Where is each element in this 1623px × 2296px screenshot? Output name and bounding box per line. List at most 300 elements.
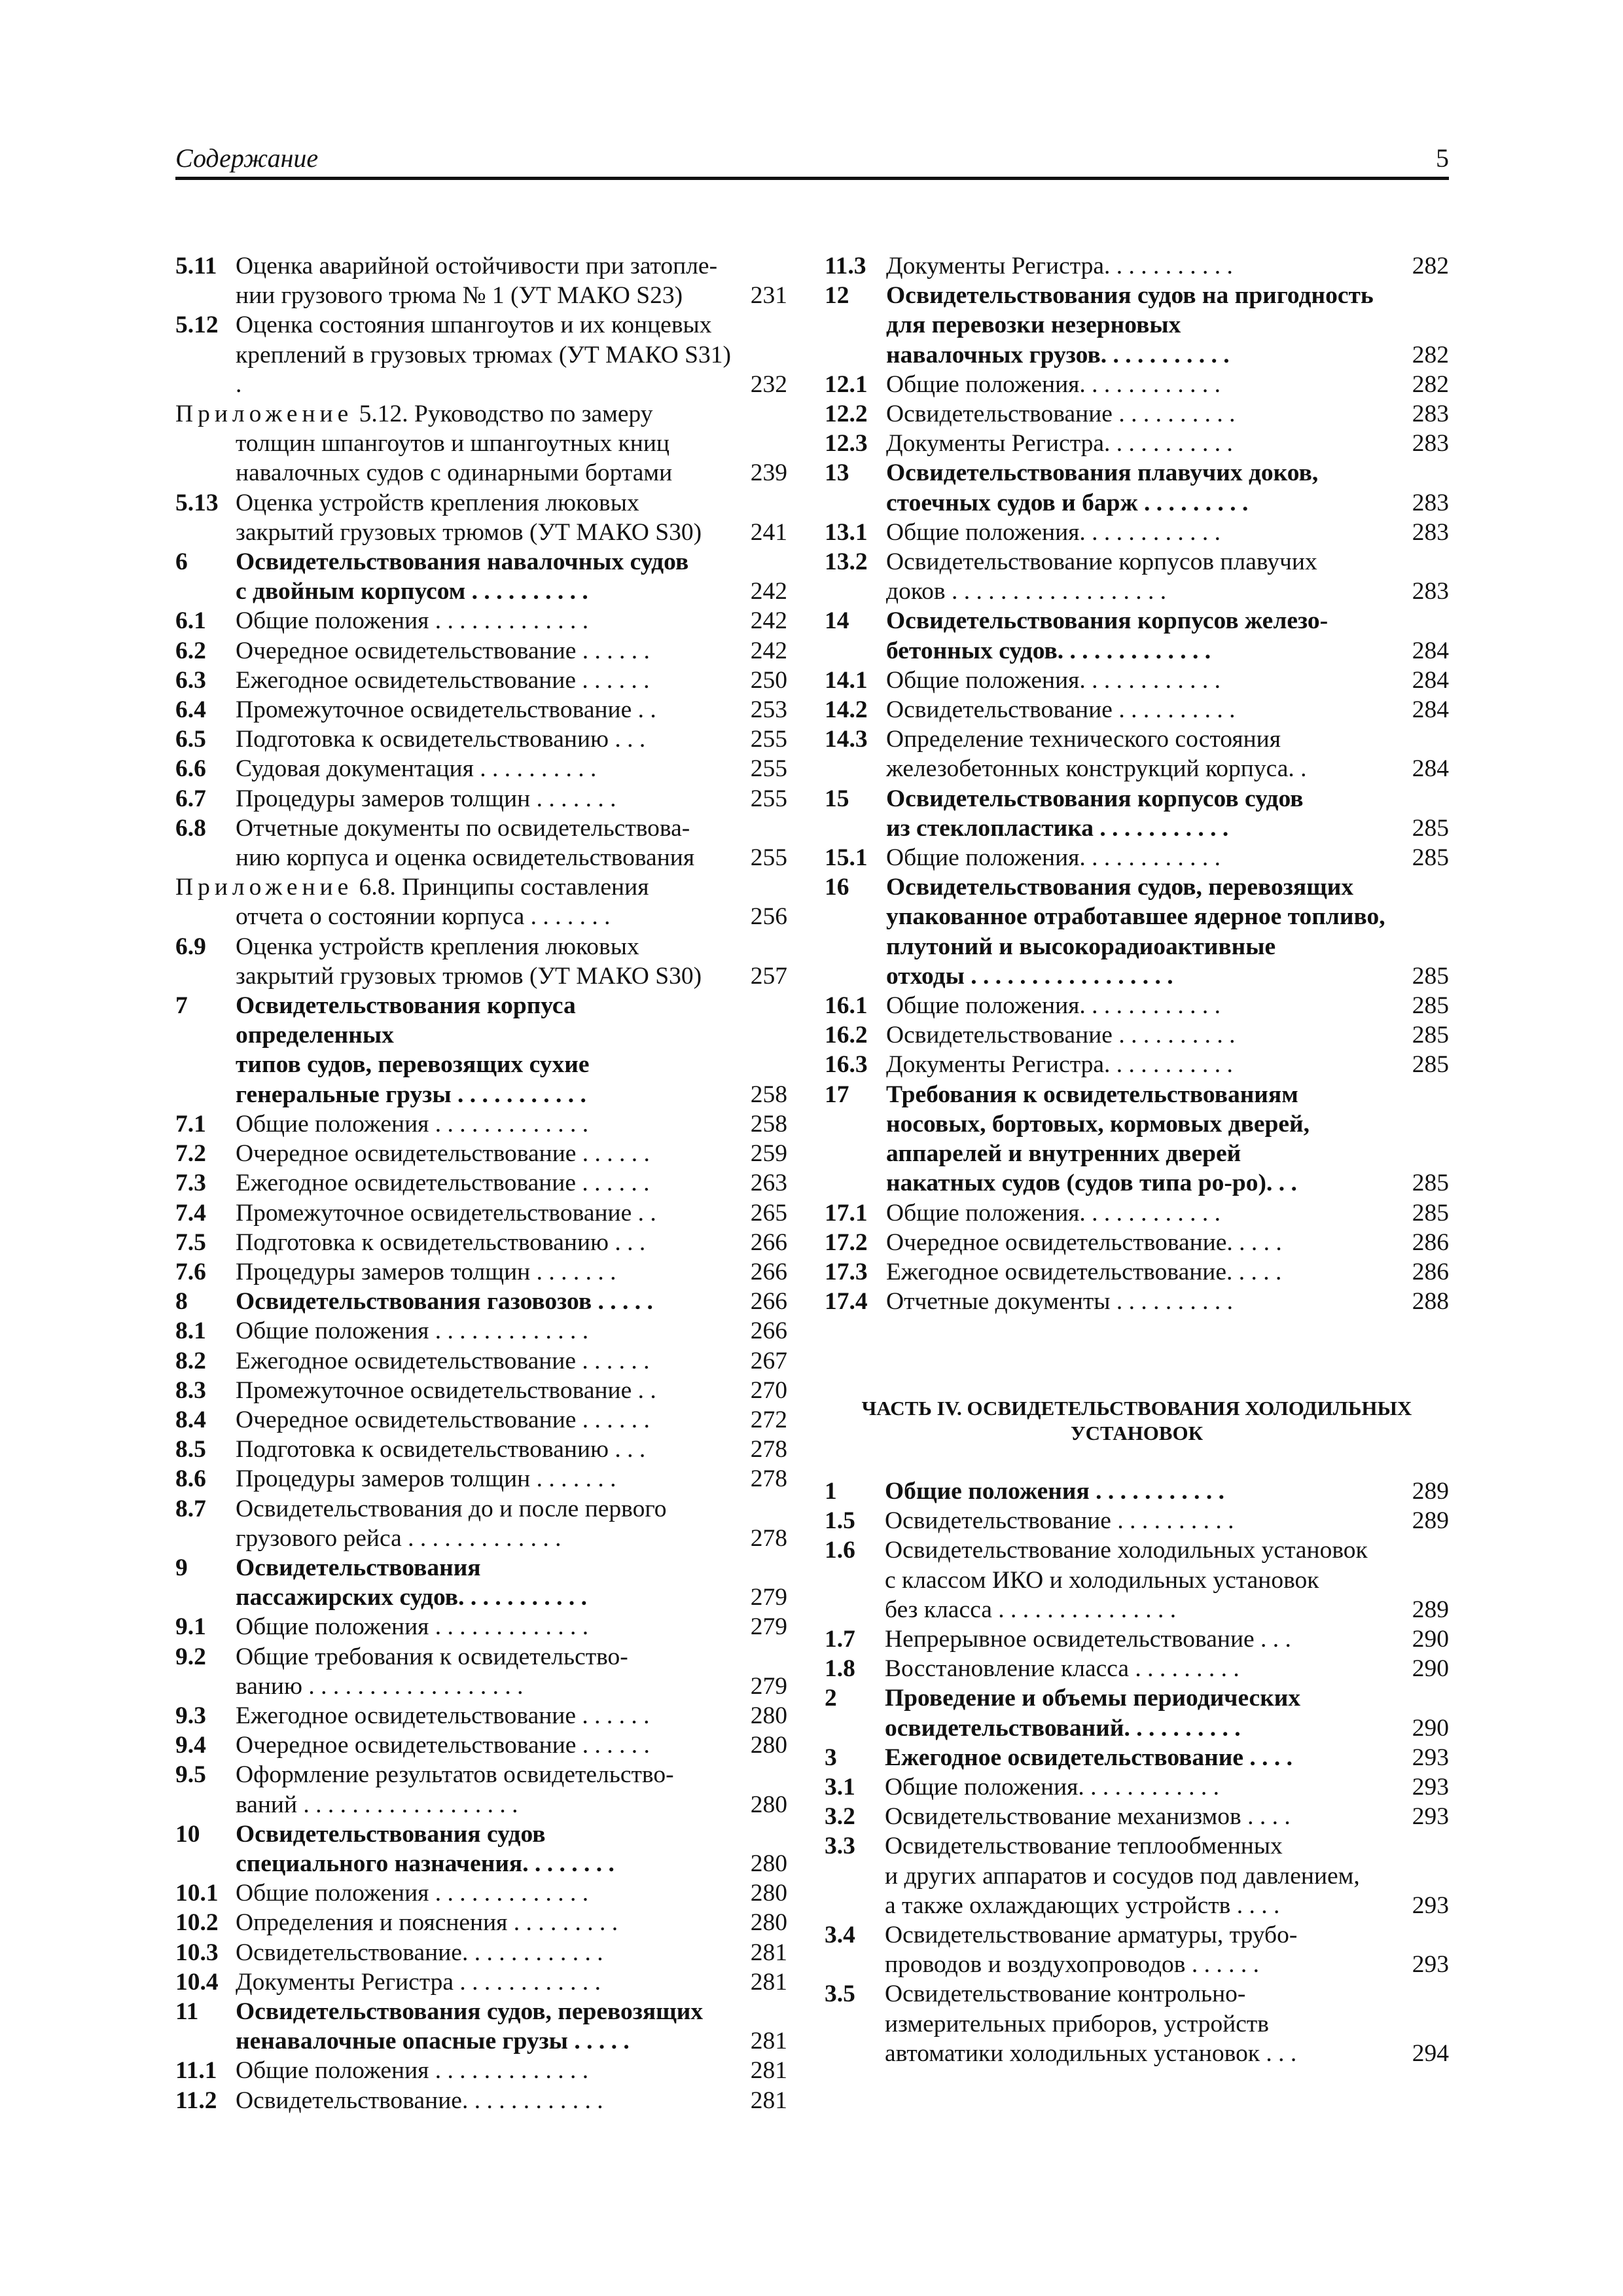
toc-entry-title xyxy=(885,1654,1397,1683)
toc-entry-page: 293 xyxy=(1412,1951,1449,1979)
toc-entry-number: 6 xyxy=(175,548,188,576)
toc-entry-line: автоматики холодильных установок . . . xyxy=(885,2039,1297,2067)
toc-entry xyxy=(825,843,1449,872)
toc-entry-number: 6.8 xyxy=(175,814,206,842)
toc-part4-column xyxy=(825,1477,1449,2068)
toc-entry-title xyxy=(236,1109,735,1139)
toc-entry-number: 3.5 xyxy=(825,1981,855,2008)
toc-entry-number: 6.9 xyxy=(175,933,206,960)
toc-entry xyxy=(825,1979,1449,2068)
toc-entry-number: 8.5 xyxy=(175,1436,206,1463)
toc-entry-line: Оценка аварийной остойчивости при затопле- xyxy=(236,253,718,279)
toc-entry-line: Документы Регистра. . . . . . . . . . . xyxy=(886,430,1233,457)
toc-entry-title xyxy=(236,1760,735,1819)
toc-entry-line-text: 6.8. Принципы составления xyxy=(359,874,649,901)
toc-entry-number: 1.6 xyxy=(825,1537,855,1564)
toc-entry-title xyxy=(236,1198,735,1228)
toc-entry-page: 257 xyxy=(750,962,787,990)
toc-entry-title xyxy=(236,1878,735,1908)
toc-entry-line: накатных судов (судов типа ро-ро). . . xyxy=(886,1170,1297,1197)
toc-entry-title xyxy=(886,606,1403,665)
toc-entry-line: Восстановление класса . . . . . . . . . xyxy=(885,1655,1240,1683)
toc-entry-page: 293 xyxy=(1412,1774,1449,1801)
toc-entry-page: 266 xyxy=(750,1318,787,1345)
toc-entry xyxy=(175,784,787,814)
toc-entry-page: 255 xyxy=(750,755,787,783)
toc-appendix-entry xyxy=(175,399,787,488)
toc-entry-number: 17.3 xyxy=(825,1258,868,1285)
toc-entry-page: 255 xyxy=(750,785,787,812)
toc-entry xyxy=(175,1405,787,1435)
toc-entry-number: 3.1 xyxy=(825,1774,855,1801)
toc-entry-page: 283 xyxy=(1412,578,1449,605)
toc-entry xyxy=(825,1920,1449,1979)
toc-entry-line: Освидетельствования плавучих доков, xyxy=(886,459,1319,487)
toc-entry-title xyxy=(885,1802,1397,1831)
toc-entry-line: навалочных грузов. . . . . . . . . . . xyxy=(886,341,1230,368)
toc-entry-line: Общие положения . . . . . . . . . . . . . xyxy=(236,1110,589,1138)
toc-entry xyxy=(175,310,787,399)
toc-entry-page: 285 xyxy=(1412,1051,1449,1079)
toc-entry-number: 8.2 xyxy=(175,1347,206,1374)
toc-entry-line: Освидетельствования xyxy=(236,1554,481,1581)
toc-entry-title xyxy=(236,1938,735,1967)
appendix-label: Приложение xyxy=(175,874,353,901)
toc-entry-line: освидетельствований. . . . . . . . . . xyxy=(885,1714,1241,1742)
toc-entry-page: 284 xyxy=(1412,666,1449,694)
toc-entry-number: 7 xyxy=(175,992,188,1020)
toc-entry-line: Ежегодное освидетельствование . . . . . . xyxy=(236,1702,650,1729)
toc-entry-page: 255 xyxy=(750,726,787,753)
toc-entry-number: 3 xyxy=(825,1744,837,1771)
toc-entry-number: 7.6 xyxy=(175,1258,206,1285)
toc-entry xyxy=(825,1683,1449,1742)
toc-entry-page: 259 xyxy=(750,1140,787,1168)
toc-entry xyxy=(825,547,1449,606)
toc-entry-line: Судовая документация . . . . . . . . . . xyxy=(236,755,597,783)
toc-entry xyxy=(825,429,1449,458)
page-number: 5 xyxy=(1436,143,1449,173)
toc-entry-line: с двойным корпусом . . . . . . . . . . xyxy=(236,578,588,605)
toc-entry-number: 15 xyxy=(825,785,849,812)
toc-entry-line: Документы Регистра. . . . . . . . . . . xyxy=(886,253,1233,279)
toc-entry xyxy=(175,1731,787,1760)
toc-entry-line: Промежуточное освидетельствование . . xyxy=(236,1199,656,1227)
toc-entry-page: 282 xyxy=(1412,370,1449,398)
toc-entry-line: Очередное освидетельствование . . . . . . xyxy=(236,1732,650,1759)
toc-entry xyxy=(825,458,1449,517)
toc-entry-page: 279 xyxy=(750,1584,787,1611)
toc-entry-number: 13.1 xyxy=(825,518,868,546)
toc-entry-number: 14.1 xyxy=(825,666,868,694)
toc-entry-title xyxy=(236,932,735,991)
toc-entry xyxy=(825,518,1449,547)
toc-entry-title xyxy=(236,1464,735,1494)
part-title xyxy=(825,1396,1449,1446)
toc-entry-title xyxy=(886,1198,1403,1228)
toc-entry-line: Освидетельствования судов на пригодность xyxy=(886,282,1374,310)
toc-entry-number: 7.5 xyxy=(175,1229,206,1256)
toc-entry-line: и других аппаратов и сосудов под давлением, xyxy=(885,1862,1360,1890)
toc-entry-title xyxy=(886,1080,1403,1198)
toc-entry xyxy=(825,1257,1449,1287)
toc-entry-line: железобетонных конструкций корпуса. . xyxy=(886,755,1307,783)
toc-entry-page: 278 xyxy=(750,1436,787,1463)
toc-entry-number: 8 xyxy=(175,1288,188,1316)
toc-entry-number: 9.3 xyxy=(175,1702,206,1729)
toc-entry-page: 279 xyxy=(750,1672,787,1700)
toc-entry-title xyxy=(886,1050,1403,1079)
toc-entry xyxy=(175,1139,787,1168)
toc-entry-title xyxy=(236,754,735,783)
toc-entry xyxy=(175,1701,787,1731)
toc-entry xyxy=(175,666,787,695)
toc-entry-number: 13 xyxy=(825,459,849,487)
toc-entry-line: Общие положения . . . . . . . . . . . . . xyxy=(236,2057,589,2085)
toc-entry-title xyxy=(886,458,1403,517)
toc-entry-number: 16.3 xyxy=(825,1051,868,1079)
toc-entry-line: Ежегодное освидетельствование . . . . . . xyxy=(236,1170,650,1197)
toc-entry-line: измерительных приборов, устройств xyxy=(885,2010,1269,2037)
toc-entry xyxy=(175,1760,787,1819)
toc-entry xyxy=(175,636,787,666)
toc-entry-number: 3.3 xyxy=(825,1833,855,1860)
toc-entry-line: Общие положения. . . . . . . . . . . . xyxy=(886,518,1221,546)
toc-entry-title xyxy=(236,1405,735,1435)
toc-entry-line: нии грузового трюма № 1 (УТ МАКО S23) xyxy=(236,282,683,310)
toc-entry xyxy=(175,695,787,725)
toc-entry-page: 267 xyxy=(750,1347,787,1374)
header-rule xyxy=(175,177,1449,180)
toc-entry-title xyxy=(175,872,735,931)
toc-entry-number: 16.1 xyxy=(825,992,868,1020)
toc-entry-title xyxy=(236,1731,735,1760)
toc-entry-line xyxy=(175,872,735,902)
toc-entry xyxy=(175,547,787,606)
toc-entry-number: 6.7 xyxy=(175,785,206,812)
toc-entry-line: Отчетные документы по освидетельствова- xyxy=(236,814,690,842)
toc-entry-title xyxy=(236,310,735,399)
toc-entry xyxy=(175,1878,787,1908)
toc-entry-page: 282 xyxy=(1412,341,1449,368)
toc-entry-line: бетонных судов. . . . . . . . . . . . . xyxy=(886,637,1211,664)
toc-entry xyxy=(175,1612,787,1641)
toc-entry-number: 9.4 xyxy=(175,1732,206,1759)
toc-entry xyxy=(175,1997,787,2056)
toc-entry-line: Общие положения . . . . . . . . . . . . . xyxy=(236,1318,589,1345)
toc-entry-title xyxy=(885,1772,1397,1802)
toc-entry-line: Требования к освидетельствованиям xyxy=(886,1081,1298,1108)
toc-entry-page: 258 xyxy=(750,1110,787,1138)
toc-entry-number: 13.2 xyxy=(825,548,868,576)
toc-entry xyxy=(175,1287,787,1316)
toc-entry-title xyxy=(236,488,735,547)
toc-entry-line: Общие положения. . . . . . . . . . . . xyxy=(886,666,1221,694)
toc-entry-line: проводов и воздухопроводов . . . . . . xyxy=(885,1951,1260,1979)
toc-entry-line: Общие положения. . . . . . . . . . . . xyxy=(885,1774,1220,1801)
toc-entry-line: навалочных судов с одинарными бортами xyxy=(236,459,673,487)
toc-entry-line: Подготовка к освидетельствованию . . . xyxy=(236,726,646,753)
toc-entry-page: 289 xyxy=(1412,1596,1449,1623)
toc-entry-page: 231 xyxy=(750,282,787,310)
toc-entry xyxy=(825,251,1449,281)
part-title-line: УСТАНОВОК xyxy=(1070,1422,1204,1444)
toc-entry-number: 11.1 xyxy=(175,2057,217,2085)
toc-entry-line: толщин шпангоутов и шпангоутных книц xyxy=(236,430,669,457)
toc-entry-page: 255 xyxy=(750,844,787,872)
toc-entry-page: 242 xyxy=(750,578,787,605)
toc-entry-page: 280 xyxy=(750,1702,787,1729)
toc-entry xyxy=(825,1020,1449,1050)
toc-entry xyxy=(175,932,787,991)
toc-entry-title xyxy=(886,1257,1403,1287)
toc-entry-line: ненавалочные опасные грузы . . . . . xyxy=(236,2028,630,2055)
toc-entry-page: 293 xyxy=(1412,1892,1449,1919)
toc-entry xyxy=(825,1050,1449,1079)
toc-entry xyxy=(175,2086,787,2115)
toc-entry-number: 6.5 xyxy=(175,726,206,753)
toc-entry-page: 232 xyxy=(750,370,787,398)
toc-entry-line: типов судов, перевозящих сухие xyxy=(236,1051,590,1079)
toc-entry-line-text: 5.12. Руководство по замеру xyxy=(359,401,653,428)
toc-entry xyxy=(825,784,1449,843)
toc-entry-line: Освидетельствование механизмов . . . . xyxy=(885,1803,1291,1831)
toc-entry-page: 281 xyxy=(750,2057,787,2085)
toc-entry xyxy=(825,1772,1449,1802)
toc-entry-page: 239 xyxy=(750,459,787,487)
toc-entry-title xyxy=(886,547,1403,606)
toc-entry-title xyxy=(886,1020,1403,1050)
toc-entry-line: Освидетельствование. . . . . . . . . . . . xyxy=(236,1939,603,1966)
toc-entry-line: доков . . . . . . . . . . . . . . . . . . xyxy=(886,578,1167,605)
toc-entry xyxy=(175,1642,787,1701)
toc-entry xyxy=(825,1535,1449,1624)
toc-entry-number: 1.7 xyxy=(825,1626,855,1653)
toc-entry xyxy=(175,1228,787,1257)
toc-entry xyxy=(175,1464,787,1494)
toc-entry-line: Подготовка к освидетельствованию . . . xyxy=(236,1436,646,1463)
toc-entry xyxy=(825,1506,1449,1535)
toc-entry-number: 6.3 xyxy=(175,666,206,694)
toc-entry-title xyxy=(236,784,735,814)
toc-entry-title xyxy=(236,1701,735,1731)
toc-entry-page: 281 xyxy=(750,1939,787,1966)
toc-entry-page: 285 xyxy=(1412,992,1449,1020)
toc-entry-line: Освидетельствование. . . . . . . . . . . . xyxy=(236,2087,603,2114)
toc-entry-number: 11.2 xyxy=(175,2087,217,2114)
toc-entry-page: 290 xyxy=(1412,1655,1449,1683)
toc-entry-line: Освидетельствования газовозов . . . . . xyxy=(236,1288,653,1316)
toc-entry-line: из стеклопластика . . . . . . . . . . . xyxy=(886,814,1229,842)
toc-entry-page: 285 xyxy=(1412,844,1449,872)
toc-entry-line: Общие требования к освидетельство- xyxy=(236,1643,628,1670)
toc-entry-line: Освидетельствования судов xyxy=(236,1820,546,1848)
toc-entry-line: закрытий грузовых трюмов (УТ МАКО S30) xyxy=(236,518,702,546)
toc-entry-title xyxy=(886,251,1403,281)
toc-entry-number: 5.12 xyxy=(175,312,219,339)
toc-entry xyxy=(825,1228,1449,1257)
running-title: Содержание xyxy=(175,143,319,173)
toc-entry-title xyxy=(886,370,1403,399)
toc-entry-line: Подготовка к освидетельствованию . . . xyxy=(236,1229,646,1256)
toc-entry-number: 5.13 xyxy=(175,489,219,516)
toc-left-column xyxy=(175,251,787,2115)
toc-entry-line: Проведение и объемы периодических xyxy=(885,1685,1301,1712)
toc-entry-line: Оформление результатов освидетельство- xyxy=(236,1761,674,1789)
toc-entry-number: 14.3 xyxy=(825,726,868,753)
toc-entry xyxy=(175,1938,787,1967)
toc-entry-number: 12.3 xyxy=(825,430,868,457)
toc-entry-page: 293 xyxy=(1412,1803,1449,1831)
toc-entry-title xyxy=(236,1494,735,1553)
toc-entry-title xyxy=(236,547,735,606)
toc-entry-page: 284 xyxy=(1412,696,1449,724)
toc-entry-line: пассажирских судов. . . . . . . . . . . xyxy=(236,1584,587,1611)
toc-entry xyxy=(175,488,787,547)
toc-entry xyxy=(825,1080,1449,1198)
toc-entry-number: 12.1 xyxy=(825,370,868,398)
toc-entry-number: 1.8 xyxy=(825,1655,855,1683)
toc-entry-title xyxy=(236,814,735,872)
toc-entry-page: 280 xyxy=(750,1880,787,1907)
toc-entry-line: Освидетельствование . . . . . . . . . . xyxy=(886,401,1236,428)
toc-entry-title xyxy=(886,666,1403,695)
toc-entry-number: 6.4 xyxy=(175,696,206,724)
toc-entry-page: 286 xyxy=(1412,1258,1449,1285)
toc-entry-line: плутоний и высокорадиоактивные xyxy=(886,933,1276,960)
appendix-label: Приложение xyxy=(175,401,353,428)
toc-entry-page: 289 xyxy=(1412,1478,1449,1505)
toc-entry-line: Общие положения. . . . . . . . . . . . xyxy=(886,844,1221,872)
toc-entry-line: Документы Регистра . . . . . . . . . . . . xyxy=(236,1968,601,1996)
toc-entry-line: без класса . . . . . . . . . . . . . . . xyxy=(885,1596,1177,1623)
toc-entry-title xyxy=(236,1553,735,1612)
toc-entry xyxy=(825,725,1449,783)
toc-entry-line: Освидетельствование контрольно- xyxy=(885,1981,1246,2008)
toc-entry xyxy=(825,872,1449,991)
toc-entry-title xyxy=(885,1831,1397,1920)
toc-entry-number: 16 xyxy=(825,874,849,901)
toc-entry-title xyxy=(175,399,735,488)
toc-entry-line: Освидетельствование . . . . . . . . . . xyxy=(885,1507,1234,1535)
toc-entry xyxy=(175,1316,787,1346)
toc-entry-line: Очередное освидетельствование. . . . . xyxy=(886,1229,1282,1256)
toc-entry-line: отчета о состоянии корпуса . . . . . . . xyxy=(236,903,611,931)
toc-entry-number: 8.6 xyxy=(175,1465,206,1493)
toc-entry-line: Очередное освидетельствование . . . . . . xyxy=(236,1140,650,1168)
toc-entry-number: 11.3 xyxy=(825,253,866,279)
toc-entry-page: 285 xyxy=(1412,814,1449,842)
toc-entry-title xyxy=(236,1139,735,1168)
toc-entry xyxy=(175,725,787,754)
toc-entry-number: 10.1 xyxy=(175,1880,219,1907)
toc-entry-title xyxy=(886,429,1403,458)
toc-entry-number: 1 xyxy=(825,1478,837,1505)
toc-entry-line: Ежегодное освидетельствование . . . . xyxy=(885,1744,1293,1771)
toc-entry-number: 17.2 xyxy=(825,1229,868,1256)
toc-entry-page: 278 xyxy=(750,1465,787,1493)
toc-entry-line: Очередное освидетельствование . . . . . . xyxy=(236,637,650,664)
toc-entry-page: 280 xyxy=(750,1850,787,1877)
toc-entry-number: 8.4 xyxy=(175,1406,206,1433)
toc-entry-line: Оценка устройств крепления люковых xyxy=(236,489,639,516)
toc-entry-title xyxy=(236,695,735,725)
toc-entry xyxy=(825,1198,1449,1228)
toc-entry-title xyxy=(236,1908,735,1937)
toc-entry-page: 265 xyxy=(750,1199,787,1227)
toc-entry-number: 5.11 xyxy=(175,253,217,279)
toc-entry-line: Освидетельствование холодильных установок xyxy=(885,1537,1368,1564)
toc-entry-page: 281 xyxy=(750,1968,787,1996)
toc-entry-title xyxy=(236,1257,735,1287)
toc-entry-title xyxy=(236,1376,735,1405)
toc-entry-page: 286 xyxy=(1412,1229,1449,1256)
toc-entry xyxy=(175,1494,787,1553)
toc-entry-number: 3.2 xyxy=(825,1803,855,1831)
toc-entry xyxy=(175,1168,787,1198)
toc-entry-line: упакованное отработавшее ядерное топливо, xyxy=(886,903,1385,931)
toc-entry-number: 17.1 xyxy=(825,1199,868,1227)
toc-entry-title xyxy=(885,1535,1397,1624)
toc-entry-line: Общие положения . . . . . . . . . . . . . xyxy=(236,607,589,635)
toc-entry-number: 17 xyxy=(825,1081,849,1108)
toc-entry-line: грузового рейса . . . . . . . . . . . . . xyxy=(236,1524,562,1552)
toc-entry-line: аппарелей и внутренних дверей xyxy=(886,1140,1241,1168)
toc-entry-line: генеральные грузы . . . . . . . . . . . xyxy=(236,1081,586,1108)
toc-entry-page: 253 xyxy=(750,696,787,724)
toc-entry-line: Общие положения . . . . . . . . . . . xyxy=(885,1478,1225,1505)
toc-entry-page: 250 xyxy=(750,666,787,694)
toc-entry-page: 282 xyxy=(1412,253,1449,279)
toc-entry xyxy=(825,1287,1449,1316)
toc-entry-title xyxy=(236,636,735,666)
toc-entry-number: 14.2 xyxy=(825,696,868,724)
toc-entry xyxy=(175,1435,787,1464)
toc-entry-title xyxy=(886,1228,1403,1257)
toc-entry-title xyxy=(236,1997,735,2056)
toc-entry-line: Освидетельствование . . . . . . . . . . xyxy=(886,1022,1236,1049)
toc-entry-number: 7.4 xyxy=(175,1199,206,1227)
toc-entry xyxy=(175,814,787,872)
toc-entry xyxy=(825,281,1449,370)
toc-entry-line: Освидетельствования до и после первого xyxy=(236,1495,667,1522)
toc-entry-page: 278 xyxy=(750,1524,787,1552)
toc-entry-line: нию корпуса и оценка освидетельствования xyxy=(236,844,695,872)
toc-entry-page: 280 xyxy=(750,1732,787,1759)
toc-entry-number: 8.7 xyxy=(175,1495,206,1522)
toc-entry-line: Общие положения . . . . . . . . . . . . . xyxy=(236,1613,589,1641)
toc-entry-number: 10.2 xyxy=(175,1909,219,1937)
toc-entry-line: Общие положения. . . . . . . . . . . . xyxy=(886,370,1221,398)
toc-entry-line: Освидетельствования судов, перевозящих xyxy=(886,874,1354,901)
toc-entry-line: Процедуры замеров толщин . . . . . . . xyxy=(236,785,616,812)
toc-entry xyxy=(175,1820,787,1878)
toc-entry-page: 294 xyxy=(1412,2039,1449,2067)
toc-entry-title xyxy=(885,1920,1397,1979)
toc-entry-line: Ежегодное освидетельствование . . . . . . xyxy=(236,666,650,694)
toc-entry-number: 9.5 xyxy=(175,1761,206,1789)
toc-entry-title xyxy=(886,281,1403,370)
toc-entry-line: для перевозки незерновых xyxy=(886,312,1181,339)
toc-entry xyxy=(825,1654,1449,1683)
toc-entry-number: 16.2 xyxy=(825,1022,868,1049)
toc-entry-line: стоечных судов и барж . . . . . . . . . xyxy=(886,489,1249,516)
toc-entry-line: Освидетельствования навалочных судов xyxy=(236,548,689,576)
toc-entry xyxy=(825,991,1449,1020)
toc-entry-title xyxy=(236,606,735,636)
toc-entry-title xyxy=(236,666,735,695)
toc-entry-page: 258 xyxy=(750,1081,787,1108)
